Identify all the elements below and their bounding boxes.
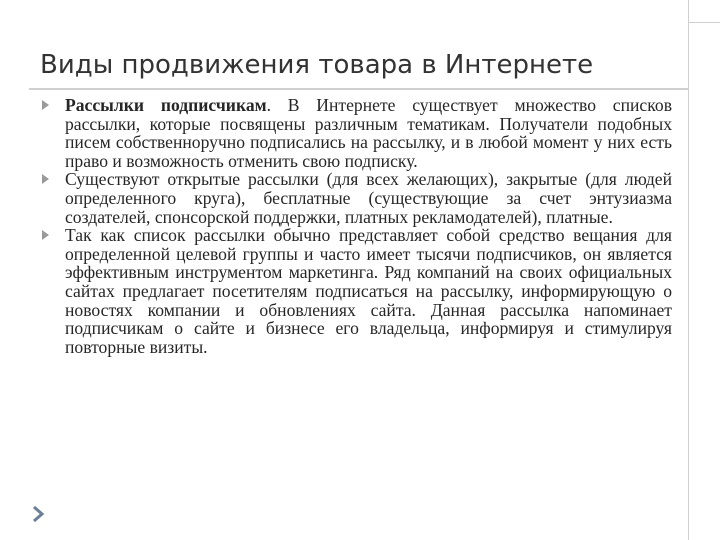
title-divider: [29, 88, 688, 90]
bullet-item-2: [40, 170, 672, 226]
slide-content: [40, 96, 672, 356]
bullet-text: Так как список рассылки обычно представляет собой средство вещания для определенной целевой группы и часто имеет тысячи подписчиков, он является эффективным инструментом маркетинга. Ряд компаний на своих официальных сайтах предлагает посетителям подписаться на рассылку, информирующую о новостях компании и обновлениях сайта. Данная рассылка напоминает подписчикам о сайте и бизнесе его владельца, информируя и стимулируя повторные визиты.: [65, 225, 672, 357]
bullet-text: . В Интернете существует множество списков рассылки, которые посвящены различным тематикам. Получатели подобных писем собственноручно подписались на рассылку, и в любой момент у них есть право и возможность отменить свою подписку.: [65, 95, 673, 171]
triangle-bullet-icon: [42, 100, 49, 110]
triangle-bullet-icon: [42, 174, 49, 184]
frame-right-rule: [688, 0, 689, 540]
triangle-bullet-icon: [42, 230, 49, 240]
bullet-lead: Рассылки подписчикам: [65, 95, 267, 115]
slide-title: Виды продвижения товара в Интернете: [40, 50, 594, 80]
frame-top-rule: [688, 22, 720, 23]
bullet-item-3: [40, 226, 672, 356]
bullet-text: Существуют открытые рассылки (для всех желающих), закрытые (для людей определенного круга), бесплатные (существующие за счет энтузиазма создателей, спонсорской поддержки, платных рекламодателей), платные.: [65, 169, 672, 227]
bullet-item-1: [40, 96, 672, 170]
chevron-right-icon: [30, 505, 48, 523]
